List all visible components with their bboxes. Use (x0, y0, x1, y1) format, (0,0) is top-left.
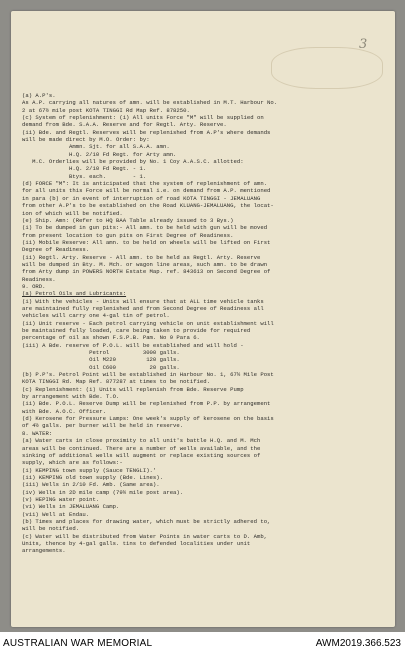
text-line: (c) System of replenishment: (i) All units Force "M" will be supplied on (22, 114, 264, 122)
text-line: (a) Water carts in close proximity to all unit's battle H.Q. and M. Mch (22, 437, 261, 445)
text-line: Btys. each. - 1. (22, 172, 147, 180)
text-line: (ii) Bde. P.O.L. Reserve Dump will be replenished from P.P. by arrangement (22, 400, 271, 408)
text-line: Ammn. Sjt. for all S.A.A. amn. (22, 143, 170, 151)
corner-mark: 3 (359, 37, 368, 52)
text-line: (iv) Wells in 2D mile camp (79½ mile post area). (22, 488, 184, 496)
text-line: 2 at 67½ mile post KOTA TINGGI Rd Map Ref. 878250. (22, 106, 190, 114)
text-line: As A.P. carrying all natures of amn. will be established in M.T. Harbour No. (22, 99, 278, 107)
text-line: (c) Replenishment: (i) Units will replenish from Bde. Reserve Pump (22, 385, 244, 393)
caption-collection-name: AUSTRALIAN WAR MEMORIAL (3, 638, 153, 649)
caption-accession-number: AWM2019.366.523 (315, 638, 401, 649)
text-line: by arrangement with Bde. T.O. (22, 393, 120, 401)
text-line: (d) Kerosene for Pressure Lamps: One week's supply of kerosene on the basis (22, 415, 274, 423)
text-line: of 4½ galls. per burner will be held in reserve. (22, 422, 184, 430)
text-line: from other A.P's to be established on the Road KLUANG-JEMALUANG, the locat- (22, 202, 274, 210)
text-line: (c) Water will be distributed from Water Points in water carts to D. Amb, (22, 532, 268, 540)
text-line: Degree of Readiness. (22, 246, 90, 254)
text-line: (iii) A Bde. reserve of P.O.L. will be established and will hold - (22, 341, 244, 349)
text-line: vehicles will carry one 4-gal tin of petrol. (22, 312, 170, 320)
text-line: demand from Bde. S.A.A. Reserve and for Regtl. Arty. Reserve. (22, 121, 227, 129)
text-line: sinking of additional wells will augment or replace existing sources of (22, 451, 261, 459)
text-line: (v) HEPING water point. (22, 495, 100, 503)
text-line: be maintained fully loaded, care being taken to provide for required (22, 327, 251, 334)
text-line: (b) P.P's. Petrol Point will be established in Harbour No. 1, 67½ Mile Post (22, 371, 274, 379)
text-line: Readiness. (22, 275, 56, 283)
paper-stain (271, 47, 383, 89)
text-line: from present location to gun pits on First Degree of Readiness. (22, 231, 234, 239)
text-line: (ii) Regtl. Arty. Reserve - All amn. to be held as Regtl. Arty. Reserve (22, 253, 261, 261)
text-line: are maintained fully replenished and from Second Degree of Readiness all (22, 304, 264, 312)
text-line: M.C. Orderlies will be provided by No. 1 Coy A.A.S.C. allotted: (22, 158, 244, 166)
text-line: (ii) Mobile Reserve: All amn. to be held on wheels will be lifted on First (22, 238, 271, 246)
text-line: (ii) Unit reserve - Each petrol carrying vehicle on unit establishment will (22, 319, 274, 327)
text-line: (a) A.P's. (22, 92, 56, 99)
text-line: (i) KEMPING town supply (Sauce TENGLI).' (22, 466, 157, 474)
text-line: ion of which will be notified. (22, 209, 123, 217)
text-line: (vi) Wells in JEMALUANG Camp. (22, 503, 120, 511)
text-line: percentage of oil as shown F.S.P.B. Pam. No 9 Para 6. (22, 334, 200, 342)
text-line: for all units this Force will be normal i.e. on demand from A.P. mentioned (22, 187, 271, 195)
text-line: (b) Times and places for drawing water, which must be strictly adhered to, (22, 517, 271, 525)
text-line: areas will be continued. There are a number of wells available, and the (22, 444, 261, 452)
text-line: supply, which are as follows:- (22, 459, 123, 467)
text-line: Petrol 3000 galls. (22, 349, 180, 357)
text-line: Oil C600 20 galls. (22, 363, 180, 371)
text-line: Oil M220 120 galls. (22, 356, 180, 364)
text-line: (ii) KEMPING old town supply (Bde. Lines). (22, 473, 163, 481)
text-line: will be notified. (22, 525, 80, 533)
text-line: 9. ORD. (22, 282, 46, 290)
text-line: (iii) Wells in 2/10 Fd. Amb. (Same area). (22, 481, 160, 489)
text-line: (i) With the vehicles - Units will ensure that at ALL time vehicle tanks (22, 297, 264, 305)
text-line: H.Q. 2/10 Fd Regt. for Arty amn. (22, 150, 177, 158)
text-line: (a) Petrol Oils and Lubricants: (22, 290, 127, 298)
text-line: (e) Ship. Amn: (Refer to HQ BAA Table already issued to 3 Bys.) (22, 216, 234, 224)
text-line: with Bde. A.O.C. Officer. (22, 407, 106, 415)
text-line: KOTA TINGGI Rd. Map Ref. 877287 at times to be notified. (22, 378, 210, 386)
text-line: 8. WATER: (22, 429, 53, 437)
text-line: (vii) Well at Endau. (22, 510, 90, 518)
text-line: (d) FORCE "M": It is anticipated that the system of replenishment of amn. (22, 180, 268, 188)
caption-bar (0, 632, 405, 653)
text-line: from Arty dump in POWERS NORTH Estate Map. ref. 843613 on Second Degree of (22, 268, 271, 276)
text-line: Units, thence by 4-gal galls. tins to defended localities under unit (22, 539, 251, 547)
text-line: (ii) Bde. and Regtl. Reserves will be replenished from A.P's where demands (22, 128, 271, 136)
text-line: H.Q. 2/10 Fd Regt. - 1. (22, 165, 147, 173)
text-line: in para (b) or in event of interruption of road KOTA TINGGI - JEMALUANG (22, 194, 261, 202)
text-line: arrangements. (22, 547, 66, 555)
typed-text-body (22, 92, 390, 555)
text-line: will be dumped in Bty. M. Mch. or wagon line areas, such amn. to be drawn (22, 260, 268, 268)
text-line: will be made direct by M.O. Order: by: (22, 136, 150, 144)
text-line: (i) To be dumped in gun pits:- All amn. to be held with gun will be moved (22, 224, 268, 232)
